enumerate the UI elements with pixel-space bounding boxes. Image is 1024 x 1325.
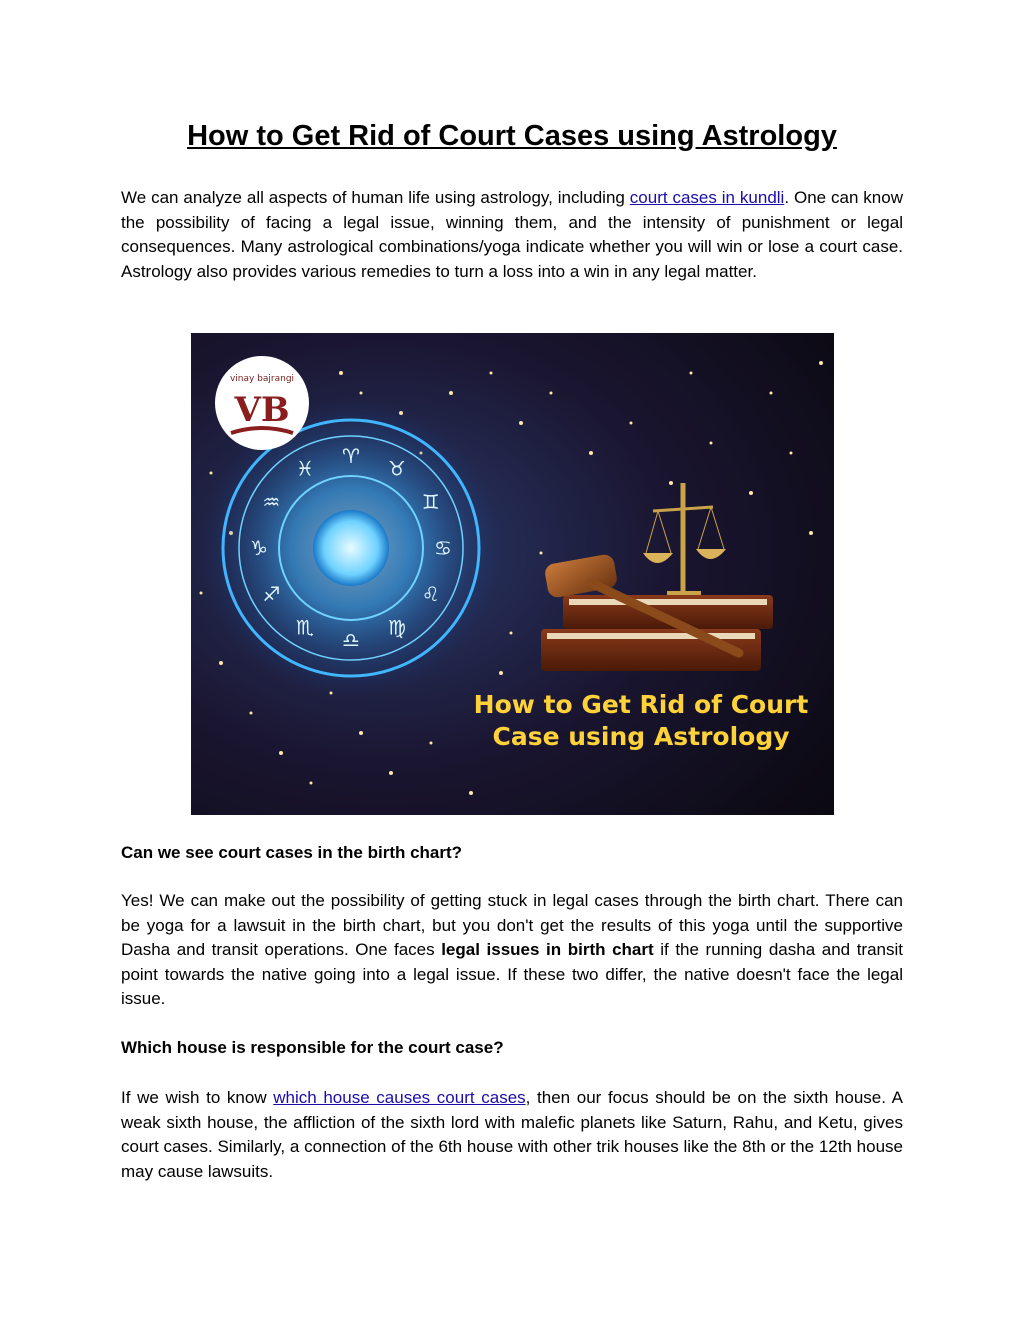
- hero-illustration: [191, 333, 834, 815]
- intro-paragraph: [121, 186, 903, 284]
- zodiac-glyph-icon: ♉: [388, 456, 406, 481]
- intro-text-start: We can analyze all aspects of human life using astrology, including: [121, 188, 630, 207]
- zodiac-glyph-icon: ♊: [421, 490, 440, 514]
- page-title: How to Get Rid of Court Cases using Astrology: [187, 120, 837, 152]
- house-text-start: If we wish to know: [121, 1088, 274, 1107]
- logo-badge: [215, 356, 309, 450]
- legal-issues-bold: legal issues in birth chart: [441, 940, 654, 959]
- section-heading-house: Which house is responsible for the court case?: [121, 1038, 504, 1057]
- zodiac-glyph-icon: ♈: [342, 444, 360, 468]
- birth-chart-text-end: if the running dasha and transit point towards the native going into a legal issue. If these two differ, the native doesn't face the legal issue.: [121, 940, 903, 1008]
- zodiac-glyph-icon: ♐: [262, 582, 281, 606]
- birth-chart-paragraph: [121, 889, 903, 1012]
- intro-text-end: . One can know the possibility of facing a legal issue, winning them, and the intensity of punishment or legal consequences. Many astrological combinations/yoga indicate whether you will win or lose a court case. Astrology also provides various remedies to turn a loss into a win in any legal matter.: [121, 188, 903, 281]
- house-text-end: , then our focus should be on the sixth house. A weak sixth house, the affliction of the sixth lord with malefic planets like Saturn, Rahu, and Ketu, gives court cases. Similarly, a connection of the 6th house with other trik houses like the 8th or the 12th house may cause lawsuits.: [121, 1088, 903, 1181]
- section-heading-birth-chart: Can we see court cases in the birth chart?: [121, 843, 463, 862]
- zodiac-glyph-icon: ♌: [421, 582, 440, 606]
- hero-caption-line-1: How to Get Rid of Court: [473, 690, 809, 719]
- zodiac-glyph-icon: ♓: [296, 456, 314, 481]
- birth-chart-text-start: Yes! We can make out the possibility of getting stuck in legal cases through the birth chart. There can be yoga for a lawsuit in the birth chart, but you don't get the results of this yoga until the supportive Dasha and transit operations. One faces: [121, 891, 903, 959]
- zodiac-glyph-icon: ♑: [250, 536, 268, 560]
- zodiac-glyph-icon: ♒: [262, 490, 281, 514]
- hero-image: [191, 333, 834, 815]
- zodiac-glyph-icon: ♎: [342, 628, 360, 652]
- zodiac-glyph-icon: ♍: [388, 615, 406, 640]
- law-books: [541, 595, 773, 671]
- house-paragraph: [121, 1086, 903, 1184]
- hero-caption-line-2: Case using Astrology: [492, 722, 790, 751]
- zodiac-glyph-icon: ♏: [296, 615, 314, 640]
- which-house-causes-court-cases-link[interactable]: which house causes court cases: [273, 1088, 526, 1107]
- zodiac-glyph-icon: ♋: [434, 536, 452, 560]
- court-cases-in-kundli-link[interactable]: court cases in kundli: [629, 188, 785, 207]
- svg-text:VB: VB: [234, 390, 290, 430]
- logo-text: vinay bajrangi: [229, 374, 295, 384]
